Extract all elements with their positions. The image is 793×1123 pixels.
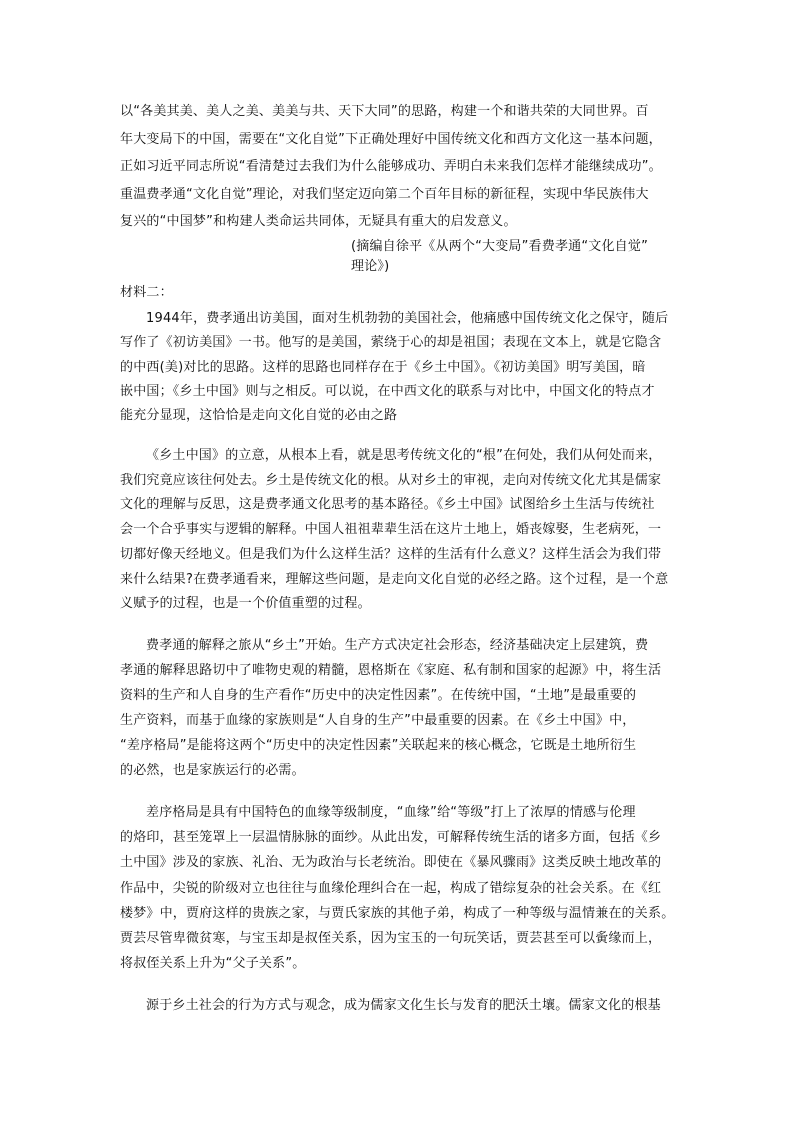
text-line: 写作了《初访美国》一书。他写的是美国，萦绕于心的却是祖国；表现在文本上，就是它隐含 xyxy=(120,335,662,350)
text-line: 能充分显现，这恰恰是走向文化自觉的必由之路 xyxy=(120,408,398,423)
section-heading: 材料二： xyxy=(120,285,173,300)
text-line: “差序格局”是能将这两个“历史中的决定性因素”关联起来的核心概念，它既是土地所衍生 xyxy=(120,738,637,753)
text-line: 的烙印，甚至笼罩上一层温情脉脉的面纱。从此出发，可解释传统生活的诸多方面，包括《乡 xyxy=(120,830,662,845)
text-line: 贾芸尽管卑微贫寒，与宝玉却是叔侄关系，因为宝玉的一句玩笑话，贾芸甚至可以夤缘而上， xyxy=(120,931,662,946)
text-line: 会一个合乎事实与逻辑的解释。中国人祖祖辈辈生活在这片土地上，婚丧嫁娶，生老病死，一 xyxy=(120,522,662,537)
text-line: 嵌中国；《乡土中国》则与之相反。可以说，在中西文化的联系与对比中，中国文化的特点才 xyxy=(120,384,655,399)
text-line: 来什么结果?在费孝通看来，理解这些问题，是走向文化自觉的必经之路。这个过程，是一个意 xyxy=(120,572,669,587)
text-line: 正如习近平同志所说“看清楚过去我们为什么能够成功、弄明白未来我们怎样才能继续成功”。 xyxy=(120,159,662,174)
text-line: 差序格局是具有中国特色的血缘等级制度，“血缘”给“等级”打上了浓厚的情感与伦理 xyxy=(146,805,636,820)
text-line: 《乡土中国》的立意，从根本上看，就是思考传统文化的“根”在何处，我们从何处而来， xyxy=(146,448,662,463)
source-citation: 理论》) xyxy=(351,259,390,274)
text-line: 重温费孝通“文化自觉”理论，对我们坚定迈向第二个百年目标的新征程，实现中华民族伟大 xyxy=(120,187,649,202)
text-line: 源于乡土社会的行为方式与观念，成为儒家文化生长与发育的肥沃土壤。儒家文化的根基 xyxy=(146,998,661,1013)
text-line: 楼梦》中，贾府这样的贵族之家，与贾氏家族的其他子弟，构成了一种等级与温情兼在的关系。 xyxy=(120,906,675,921)
text-line: 1944年，费孝通出访美国，面对生机勃勃的美国社会，他痛感中国传统文化之保守，随后 xyxy=(146,311,669,326)
text-line: 孝通的解释思路切中了唯物史观的精髓，恩格斯在《家庭、私有制和国家的起源》中，将生活 xyxy=(120,663,662,678)
text-line: 生产资料，而基于血缘的家族则是“人自身的生产”中最重要的因素。在《乡土中国》中， xyxy=(120,713,636,728)
text-line: 将叔侄关系上升为“父子关系”。 xyxy=(120,956,306,971)
text-line: 作品中，尖锐的阶级对立也往往与血缘伦理纠合在一起，构成了错综复杂的社会关系。在《红 xyxy=(120,881,662,896)
text-line: 义赋予的过程，也是一个价值重塑的过程。 xyxy=(120,596,371,611)
text-line: 我们究竟应该往何处去。乡土是传统文化的根。从对乡土的审视，走向对传统文化尤其是儒家 xyxy=(120,473,662,488)
text-line: 文化的理解与反思，这是费孝通文化思考的基本路径。《乡土中国》试图给乡土生活与传统社 xyxy=(120,497,655,512)
text-line: 年大变局下的中国，需要在“文化自觉”下正确处理好中国传统文化和西方文化这一基本问题， xyxy=(120,132,662,147)
text-line: 费孝通的解释之旅从“乡土”开始。生产方式决定社会形态，经济基础决定上层建筑，费 xyxy=(146,638,649,653)
text-line: 以“各美其美、美人之美、美美与共、天下大同”的思路，构建一个和谐共荣的大同世界。百 xyxy=(120,104,649,119)
text-line: 资料的生产和人自身的生产看作“历史中的决定性因素”。在传统中国，“土地”是最重要的 xyxy=(120,688,637,703)
source-citation: (摘编自徐平《从两个“大变局”看费孝通“文化自觉” xyxy=(351,239,649,254)
text-line: 复兴的“中国梦”和构建人类命运共同体，无疑具有重大的启发意义。 xyxy=(120,214,517,229)
text-line: 的中西(美)对比的思路。这样的思路也同样存在于《乡土中国》。《初访美国》明写美国，暗 xyxy=(120,360,646,375)
text-line: 土中国》涉及的家族、礼治、无为政治与长老统治。即使在《暴风骤雨》这类反映土地改革的 xyxy=(120,855,662,870)
text-line: 的必然，也是家族运行的必需。 xyxy=(120,763,305,778)
text-line: 切都好像天经地义。但是我们为什么这样生活？这样的生活有什么意义？这样生活会为我们带 xyxy=(120,547,662,562)
